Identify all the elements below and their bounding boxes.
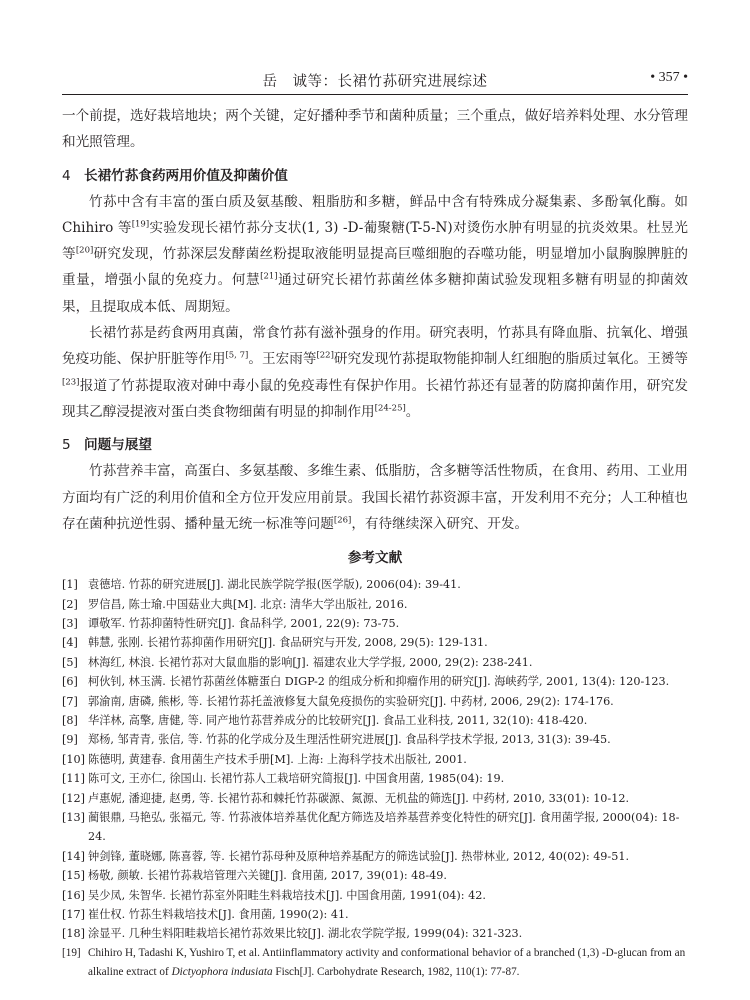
text-run: 实验发现长裙竹荪分支状(1, 3) -D-葡聚糖(T-5-N)对烫伤水肿有明显的抗炎效果。杜昱光等 <box>62 219 688 263</box>
text-run: 长裙竹荪是药食两用真菌，常食竹荪有滋补强身的作用。研究表明，竹荪具有降血脂、抗氧化、增强免疫功能、保护肝脏等作用 <box>62 325 688 368</box>
citation-marker: [21] <box>260 271 278 282</box>
text-run: 竹荪营养丰富，高蛋白、多氨基酸、多维生素、低脂肪，含多糖等活性物质，在食用、药用、工业用方面均有广泛的利用价值和全方位开发应用前景。我国长裙竹荪资源丰富，开发利用不充分；人工种植也存在菌种抗逆性弱、播种量无统一标准等问题 <box>62 463 688 532</box>
reference-number: [11] <box>62 772 85 786</box>
section-4-heading <box>62 163 688 189</box>
reference-item <box>62 653 688 672</box>
text-run: 研究发现竹荪提取物能抑制人红细胞的脂质过氧化。王赟等 <box>333 351 689 368</box>
running-title: 岳 诚等：长裙竹荪研究进展综述 <box>262 74 488 90</box>
section-4-paragraph-2 <box>62 320 688 425</box>
reference-item <box>62 769 688 788</box>
section-4-paragraph-1 <box>62 189 688 320</box>
reference-item <box>62 905 688 924</box>
running-header <box>62 64 688 95</box>
section-title: 长裙竹荪食药两用价值及抑菌价值 <box>84 167 288 184</box>
reference-list <box>62 575 688 983</box>
reference-number: [10] <box>62 752 85 766</box>
page-content <box>62 103 688 983</box>
reference-number: [16] <box>62 888 85 902</box>
text-run: Fisch[J]. Carbohydrate Research, 1982, 110(1): 77-87. <box>272 966 520 979</box>
citation-marker: [22] <box>316 350 334 361</box>
intro-paragraph: 一个前提，选好栽培地块；两个关键，定好播种季节和菌种质量；三个重点，做好培养料处理、水分管理和光照管理。 <box>62 108 688 151</box>
reference-item <box>62 866 688 885</box>
reference-number: [2] <box>62 597 78 611</box>
page-number: • 357 • <box>650 70 688 85</box>
reference-item <box>62 595 688 614</box>
italic-text: Dictyophora indusiata <box>171 966 273 979</box>
reference-text: 钟剑锋, 董晓娜, 陈喜蓉, 等. 长裙竹荪母种及原种培养基配方的筛选试验[J]. 热带林业, 2012, 40(02): 49-51. <box>88 849 629 863</box>
reference-number: [17] <box>62 908 85 922</box>
section-5-paragraph-1 <box>62 458 688 537</box>
reference-item <box>62 692 688 711</box>
citation-marker: [20] <box>75 245 94 256</box>
reference-text: 柯伙钊, 林玉满. 长裙竹荪菌丝体糖蛋白 DIGP-2 的组成分析和抑瘤作用的研究[J]. 海峡药学, 2001, 13(4): 120-123. <box>88 675 670 689</box>
reference-item <box>62 672 688 691</box>
citation-marker: [26] <box>333 515 352 526</box>
citation-marker: [23] <box>62 377 80 388</box>
text-run: Chihiro H, Tadashi K, Yushiro T, et al. Antiinflammatory activity and conformational behavior of a branched (1,3) -D-glucan from an alkaline extract of <box>88 946 686 979</box>
reference-text: 蔺银鼎, 马艳弘, 张福元, 等. 竹荪液体培养基优化配方筛选及培养基营养变化特性的研究[J]. 食用菌学报, 2000(04): 18-24. <box>88 811 680 844</box>
text-run: 。王宏雨等 <box>248 351 317 368</box>
citation-marker: [5, 7] <box>225 350 249 361</box>
reference-number: [15] <box>62 869 85 883</box>
reference-text: 罗信昌, 陈士瑜.中国菇业大典[M]. 北京: 清华大学出版社, 2016. <box>88 597 408 611</box>
reference-item <box>62 750 688 769</box>
reference-text: 陈可文, 王亦仁, 徐国山. 长裙竹荪人工栽培研究简报[J]. 中国食用菌, 1985(04): 19. <box>88 772 505 786</box>
reference-item <box>62 789 688 808</box>
reference-number: [13] <box>62 811 85 825</box>
reference-text: 崔仕权. 竹荪生料栽培技术[J]. 食用菌, 1990(2): 41. <box>88 908 349 922</box>
reference-number: [4] <box>62 636 78 650</box>
reference-number: [3] <box>62 616 78 630</box>
reference-text: 卢惠妮, 潘迎捷, 赵勇, 等. 长裙竹荪和棘托竹荪碳源、氮源、无机盐的筛选[J]. 中药材, 2010, 33(01): 10-12. <box>88 791 629 805</box>
text-run: 。 <box>405 403 420 420</box>
reference-number: [7] <box>62 694 78 708</box>
reference-text: 吴少凤, 朱智华. 长裙竹荪室外阳畦生料栽培技术[J]. 中国食用菌, 1991(04): 42. <box>88 888 486 902</box>
text-run: 竹荪中含有丰富的蛋白质及氨基酸、粗脂肪和多糖，鲜品中含有特殊成分凝集素、多酚氧化酶。如Chihiro 等 <box>62 193 688 236</box>
reference-number: [8] <box>62 714 78 727</box>
reference-item <box>62 730 688 749</box>
reference-item <box>62 944 688 983</box>
reference-text: 华洋林, 高擎, 唐健, 等. 同产地竹荪营养成分的比较研究[J]. 食品工业科技, 2011, 32(10): 418-420. <box>88 714 588 727</box>
reference-number: [6] <box>62 675 78 689</box>
reference-text: 林海红, 林浪. 长裙竹荪对大鼠血脂的影响[J]. 福建农业大学学报, 2000, 29(2): 238-241. <box>88 655 533 669</box>
reference-text: 郭渝南, 唐磷, 熊彬, 等. 长裙竹荪托盖液修复大鼠免疫损伤的实验研究[J]. 中药材, 2006, 29(2): 174-176. <box>88 694 614 708</box>
reference-number: [19] <box>62 946 81 959</box>
section-5-heading <box>62 432 688 458</box>
reference-text: 袁德培. 竹荪的研究进展[J]. 湖北民族学院学报(医学版), 2006(04): 39-41. <box>88 578 461 592</box>
reference-number: [5] <box>62 655 78 669</box>
reference-text: 郑杨, 邹青青, 张信, 等. 竹荪的化学成分及生理活性研究进展[J]. 食品科学技术学报, 2013, 31(3): 39-45. <box>88 733 611 747</box>
reference-item <box>62 808 688 847</box>
citation-marker: [19] <box>131 219 150 230</box>
reference-number: [1] <box>62 578 78 592</box>
reference-item <box>62 711 688 730</box>
reference-item <box>62 614 688 633</box>
reference-item <box>62 886 688 905</box>
reference-item <box>62 575 688 594</box>
reference-number: [14] <box>62 849 85 863</box>
reference-text: 韩慧, 张刚. 长裙竹荪抑菌作用研究[J]. 食品研究与开发, 2008, 29(5): 129-131. <box>88 636 488 650</box>
reference-text: 谭敬军. 竹荪抑菌特性研究[J]. 食品科学, 2001, 22(9): 73-75. <box>88 616 400 630</box>
text-run: 研究发现，竹荪深层发酵菌丝粉提取液能明显提高巨噬细胞的吞噬功能，明显增加小鼠胸腺脾脏的重量，增强小鼠的免疫力。何慧 <box>62 246 689 289</box>
references-heading: 参考文献 <box>347 550 403 567</box>
section-number: 4 <box>62 167 71 184</box>
text-run: ，有待继续深入研究、开发。 <box>351 515 529 532</box>
text-run: 通过研究长裙竹荪菌丝体多糖抑菌试验发现粗多糖有明显的抑菌效果，且提取成本低、周期短。 <box>62 272 689 315</box>
reference-number: [12] <box>62 791 85 805</box>
section-title: 问题与展望 <box>84 437 152 454</box>
reference-text: 涂显平. 几种生料阳畦栽培长裙竹荪效果比较[J]. 湖北农学院学报, 1999(04): 321-323. <box>88 927 523 941</box>
reference-text: 杨敬, 颜敏. 长裙竹荪栽培管理六关键[J]. 食用菌, 2017, 39(01): 48-49. <box>88 869 447 883</box>
reference-item <box>62 847 688 866</box>
reference-item <box>62 924 688 943</box>
reference-number: [9] <box>62 733 78 747</box>
reference-number: [18] <box>62 927 85 941</box>
text-run: 报道了竹荪提取液对砷中毒小鼠的免疫毒性有保护作用。长裙竹荪还有显著的防腐抑菌作用，研究发现其乙醇浸提液对蛋白类食物细菌有明显的抑制作用 <box>62 377 688 420</box>
reference-text: 陈德明, 黄建春. 食用菌生产技术手册[M]. 上海: 上海科学技术出版社, 2001. <box>88 752 467 766</box>
section-number: 5 <box>62 437 71 454</box>
citation-marker: [24-25] <box>374 403 406 414</box>
reference-item <box>62 633 688 652</box>
